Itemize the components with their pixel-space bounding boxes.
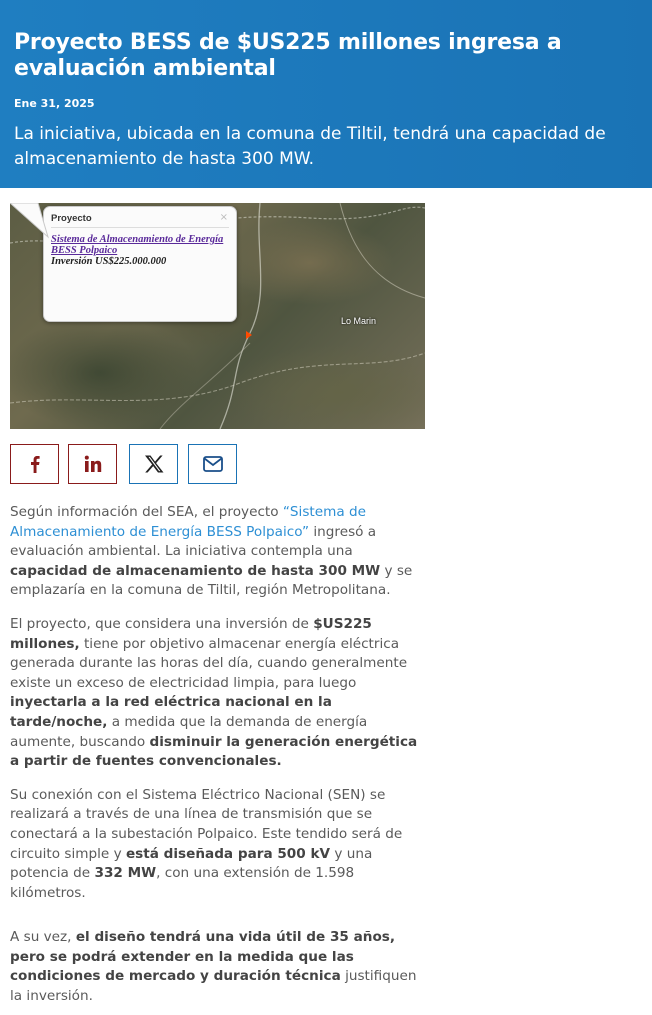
share-mail-button[interactable]	[188, 444, 237, 484]
text: justifiquen la inversión.	[10, 968, 417, 1005]
share-linkedin-button[interactable]	[68, 444, 117, 484]
bold-text: capacidad de almacenamiento de hasta 300 MW	[10, 562, 381, 579]
facebook-icon	[27, 455, 43, 473]
paragraph-1	[10, 503, 428, 601]
paragraph-4	[10, 928, 428, 1006]
project-map[interactable]	[10, 203, 425, 429]
article-header	[0, 0, 652, 188]
text: , con una extensión de 1.598 kilómetros.	[10, 865, 355, 901]
article-date: Ene 31, 2025	[14, 97, 95, 110]
paragraph-2	[10, 615, 428, 772]
text: A su vez,	[10, 929, 76, 946]
bold-text: inyectarla a la red eléctrica nacional en la tarde/noche,	[10, 694, 332, 730]
location-marker-icon[interactable]	[246, 331, 252, 339]
bold-text: está diseñada para 500 kV	[125, 845, 331, 862]
article-body	[10, 503, 428, 1015]
popup-investment: Inversión US$225.000.000	[51, 256, 167, 267]
text: y una potencia de	[10, 845, 373, 882]
text: tiene por objetivo almacenar energía eléctrica generada durante las horas del día, cuando generalmente existe un exceso de electricidad limpia, para luego	[10, 635, 408, 691]
text: Su conexión con el Sistema Eléctrico Nacional (SEN) se realizará a través de una línea de transmisión que se conectará a la subestación Polpaico. Este tendido será de circuito simple y	[10, 786, 403, 862]
popup-project-link[interactable]: Sistema de Almacenamiento de Energía BESS Polpaico	[51, 234, 224, 256]
spacer	[10, 917, 428, 928]
text: ingresó a evaluación ambiental. La iniciativa contempla una	[10, 523, 377, 560]
place-label: Lo Marin	[341, 316, 377, 326]
bold-text: disminuir la generación energética a partir de fuentes convencionales.	[10, 733, 418, 770]
share-facebook-button[interactable]	[10, 444, 59, 484]
popup-title: Proyecto	[51, 213, 229, 228]
text: Según información del SEA, el proyecto	[10, 504, 283, 520]
close-icon[interactable]: ×	[219, 212, 228, 223]
mail-icon	[203, 456, 223, 472]
bold-text: el diseño tendrá una vida útil de 35 años, pero se podrá extender en la medida que las condiciones de mercado y duración técnica	[10, 929, 396, 985]
project-link[interactable]: “Sistema de Almacenamiento de Energía BESS Polpaico”	[10, 504, 366, 540]
article-title: Proyecto BESS de $US225 millones ingresa a evaluación ambiental	[14, 30, 562, 81]
map-popup	[43, 206, 237, 322]
popup-pointer	[10, 203, 50, 239]
text: a medida que la demanda de energía aumente, buscando	[10, 713, 368, 750]
paragraph-3	[10, 786, 428, 904]
text: y se emplazaría en la comuna de Tiltil, región Metropolitana.	[10, 562, 413, 599]
x-icon	[144, 455, 164, 473]
bold-text: 332 MW	[94, 865, 157, 882]
text: El proyecto, que considera una inversión de	[10, 615, 314, 632]
bold-text: $US225 millones,	[10, 615, 372, 652]
linkedin-icon	[84, 455, 102, 473]
share-x-button[interactable]	[129, 444, 178, 484]
article-lead: La iniciativa, ubicada en la comuna de Tiltil, tendrá una capacidad de almacenamiento de hasta 300 MW.	[14, 124, 606, 169]
